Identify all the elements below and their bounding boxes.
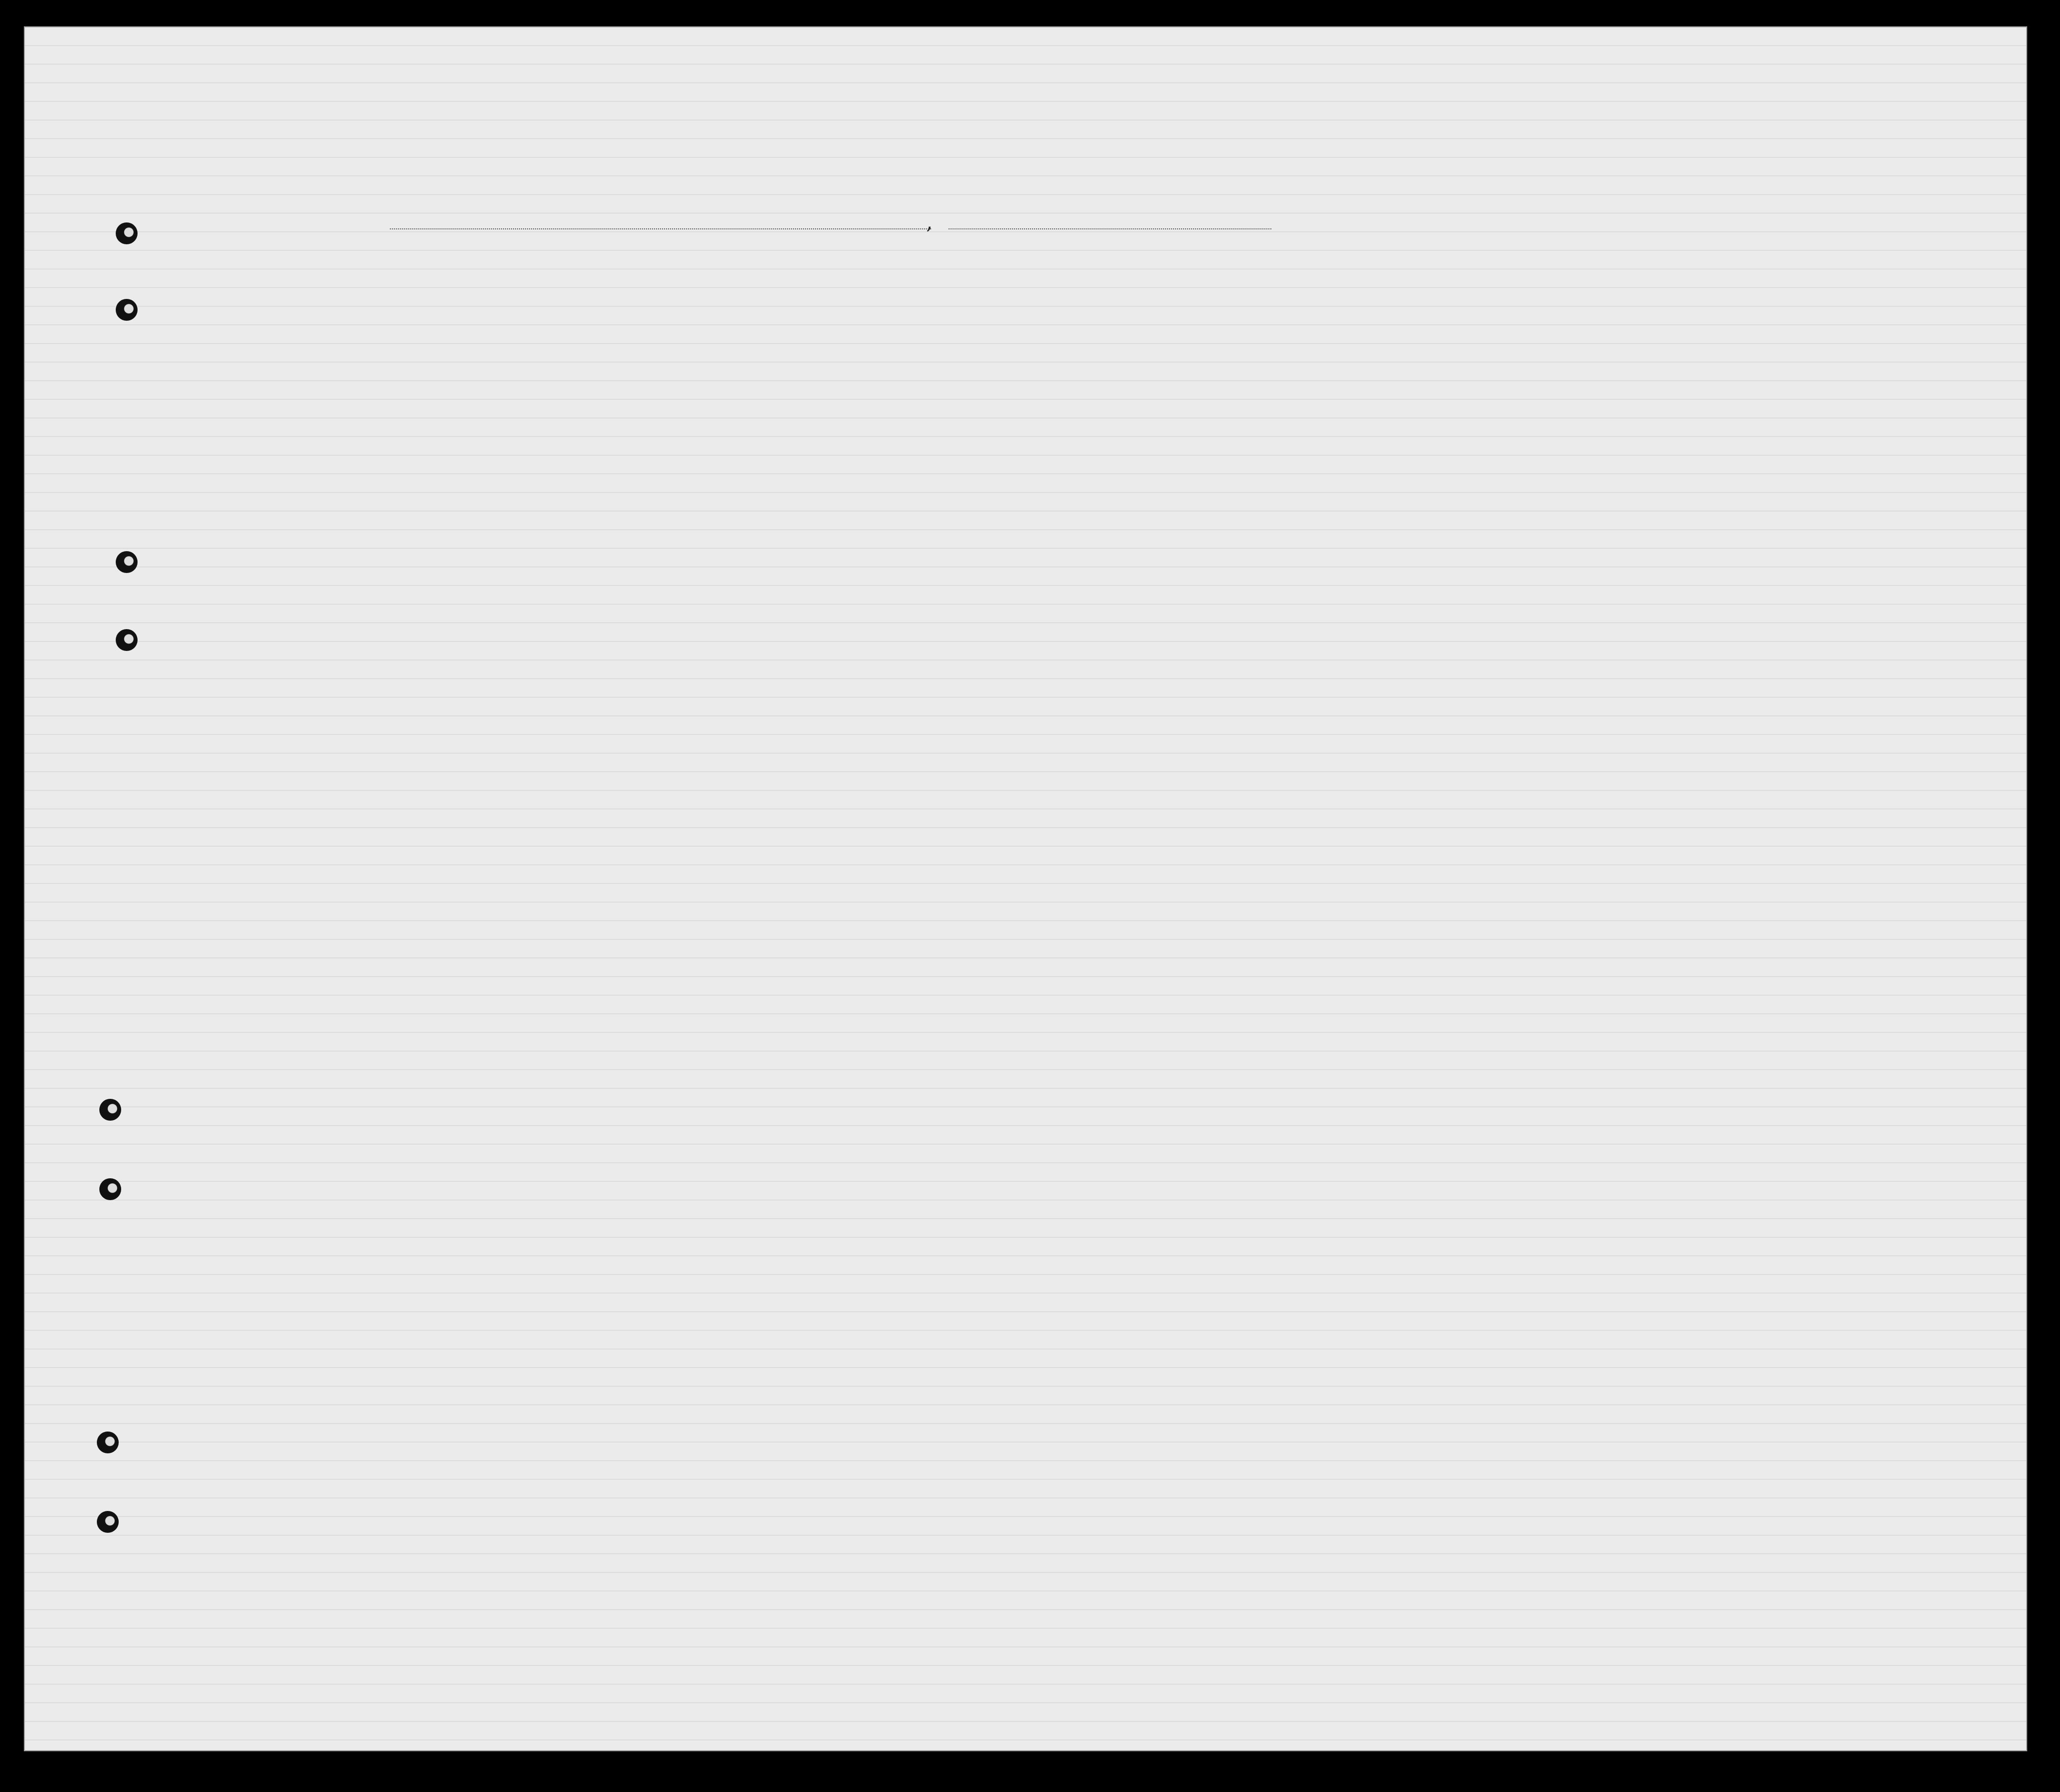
comma: , [926, 211, 933, 234]
table-grid [25, 27, 2026, 1750]
manifest-sheet [25, 27, 2026, 1750]
